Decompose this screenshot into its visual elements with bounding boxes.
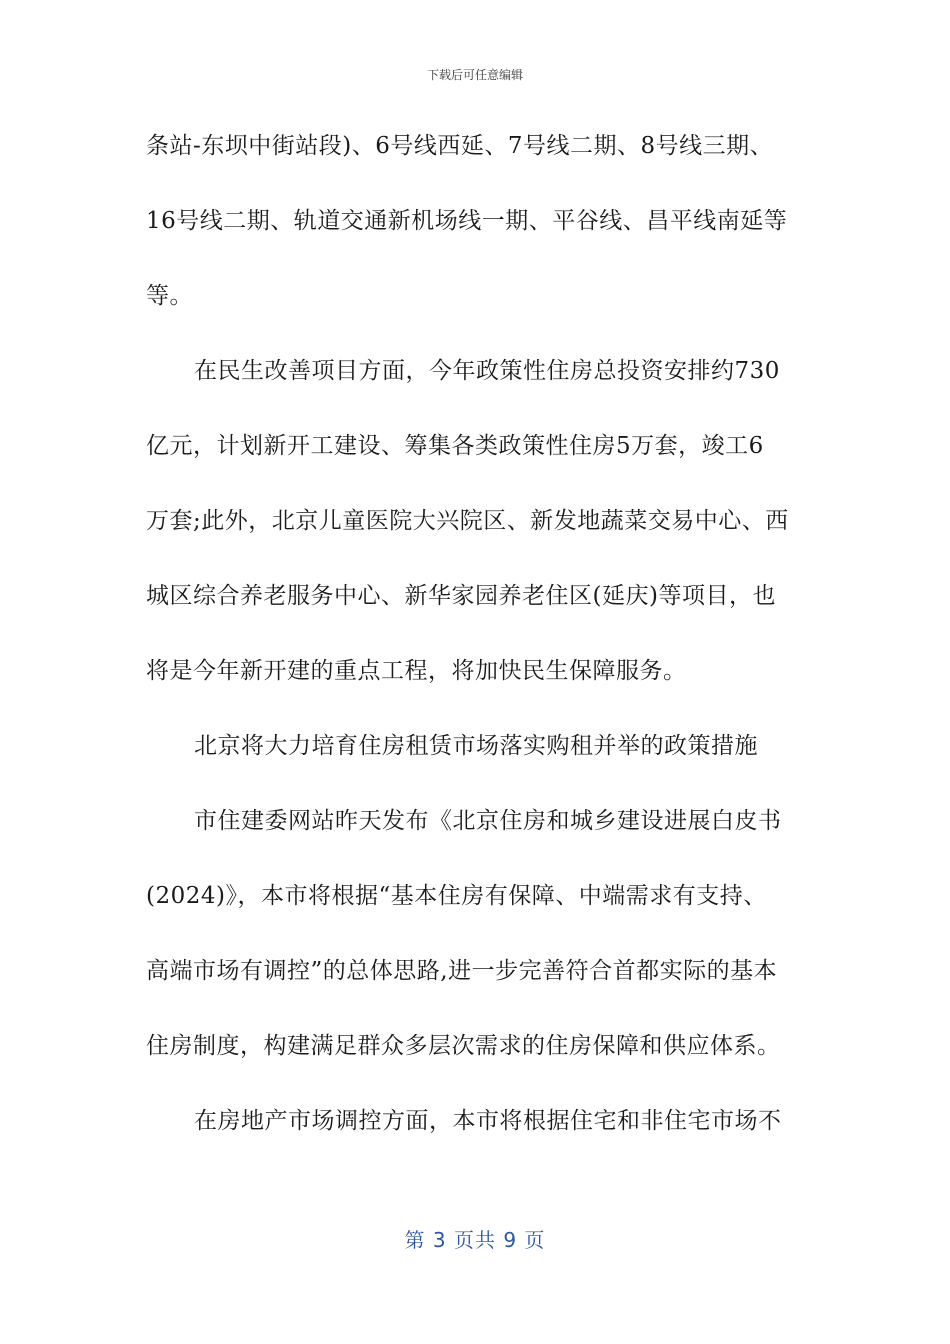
- text-line: 16号线二期、轨道交通新机场线一期、平谷线、昌平线南延等: [146, 208, 788, 234]
- paragraph-first-line: 市住建委网站昨天发布《北京住房和城乡建设进展白皮书: [194, 808, 782, 834]
- section-heading: 北京将大力培育住房租赁市场落实购租并举的政策措施: [194, 733, 758, 759]
- text-line: 万套;此外，北京儿童医院大兴院区、新发地蔬菜交易中心、西: [146, 508, 789, 534]
- text-line: 条站-东坝中街站段)、6号线西延、7号线二期、8号线三期、: [146, 133, 774, 159]
- paragraph-first-line: 在房地产市场调控方面，本市将根据住宅和非住宅市场不: [194, 1108, 782, 1134]
- paragraph-first-line: 在民生改善项目方面，今年政策性住房总投资安排约730: [194, 358, 780, 384]
- text-line: 等。: [146, 283, 193, 309]
- text-line: 城区综合养老服务中心、新华家园养老住区(延庆)等项目，也: [146, 583, 776, 609]
- document-body: [146, 118, 806, 1168]
- text-line: 高端市场有调控”的总体思路,进一步完善符合首都实际的基本: [146, 958, 778, 984]
- text-line: (2024)》，本市将根据“基本住房有保障、中端需求有支持、: [146, 883, 767, 909]
- text-line: 亿元，计划新开工建设、筹集各类政策性住房5万套，竣工6: [146, 433, 764, 459]
- text-line: 住房制度，构建满足群众多层次需求的住房保障和供应体系。: [146, 1033, 781, 1059]
- text-line: 将是今年新开建的重点工程，将加快民生保障服务。: [146, 658, 687, 684]
- page-header-note: 下载后可任意编辑: [426, 68, 523, 82]
- page-number-footer: 第 3 页共 9 页: [404, 1228, 546, 1252]
